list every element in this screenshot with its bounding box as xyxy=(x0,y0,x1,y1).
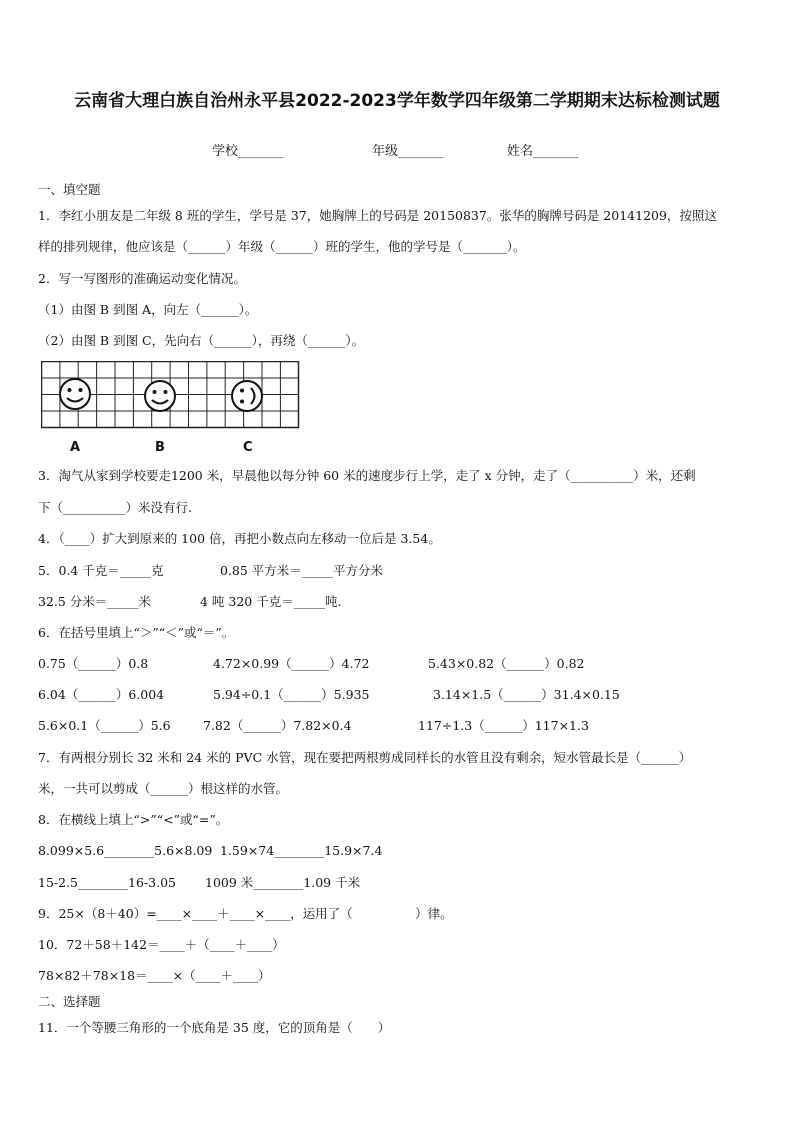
grade-field: 年级_______ xyxy=(372,144,444,159)
smiley-grid-figure xyxy=(41,361,301,433)
q6-r3-c3: 117÷1.3（______）117×1.3 xyxy=(418,718,589,733)
figure-label-c: C xyxy=(243,440,253,455)
figure-label-b: B xyxy=(155,440,165,455)
q6-r3-c1: 5.6×0.1（______）5.6 xyxy=(38,718,171,733)
q5-item-b: 0.85 平方米＝_____平方分米 xyxy=(220,563,384,578)
school-field: 学校_______ xyxy=(212,144,284,159)
q8-item-d: 1009 米________1.09 千米 xyxy=(205,875,361,890)
q6-r1-c3: 5.43×0.82（______）0.82 xyxy=(428,656,585,671)
q5-item-d: 4 吨 320 千克＝_____吨. xyxy=(200,594,342,609)
q8-item-a: 8.099×5.6________5.6×8.09 xyxy=(38,843,213,858)
figure-label-a: A xyxy=(70,440,81,455)
q9-line: 9．25×（8＋40）=____×____＋____×____，运用了（ ）律。 xyxy=(38,906,453,921)
smiley-a-icon xyxy=(60,379,90,409)
q8-item-b: 1.59×74________15.9×7.4 xyxy=(220,843,383,858)
q6-head: 6．在括号里填上“＞”“＜”或“＝”。 xyxy=(38,625,235,640)
q8-head: 8．在横线上填上“>”“<”或“=”。 xyxy=(38,812,229,827)
smiley-b-icon xyxy=(145,381,175,411)
q6-r1-c1: 0.75（______）0.8 xyxy=(38,656,149,671)
q10-line2: 78×82＋78×18＝____×（____＋____） xyxy=(38,968,271,983)
q7-line2: 米，一共可以剪成（______）根这样的水管。 xyxy=(38,781,289,796)
q4-line: 4．（____）扩大到原来的 100 倍，再把小数点向左移动一位后是 3.54。 xyxy=(38,531,441,546)
section-heading-fill: 一、填空题 xyxy=(38,182,101,197)
q2-line2: （1）由图 B 到图 A，向左（______）。 xyxy=(38,302,258,317)
q8-item-c: 15-2.5________16-3.05 xyxy=(38,875,176,890)
name-field: 姓名_______ xyxy=(507,144,579,159)
q6-r2-c1: 6.04（______）6.004 xyxy=(38,687,165,702)
q6-r2-c3: 3.14×1.5（______）31.4×0.15 xyxy=(433,687,620,702)
section-heading-choice: 二、选择题 xyxy=(38,994,101,1009)
q3-line1: 3．淘气从家到学校要走1200 米，早晨他以每分钟 60 米的速度步行上学，走了 x 分钟，走了（__________）米，还剩 xyxy=(38,468,696,483)
q1-line2: 样的排列规律，他应该是（______）年级（______）班的学生，他的学号是（_______）。 xyxy=(38,239,526,254)
smiley-c-icon xyxy=(232,381,262,411)
q6-r1-c2: 4.72×0.99（______）4.72 xyxy=(213,656,370,671)
q7-line1: 7．有两根分别长 32 米和 24 米的 PVC 水管，现在要把两根剪成同样长的水管且没有剩余，短水管最长是（______） xyxy=(38,750,692,765)
q11-line: 11．一个等腰三角形的一个底角是 35 度，它的顶角是（ ） xyxy=(38,1020,391,1035)
q2-line1: 2．写一写图形的准确运动变化情况。 xyxy=(38,271,246,286)
q6-r3-c2: 7.82（______）7.82×0.4 xyxy=(203,718,352,733)
grid-svg xyxy=(41,361,301,429)
q2-line3: （2）由图 B 到图 C，先向右（______），再绕（______）。 xyxy=(38,333,365,348)
q3-line2: 下（__________）米没有行. xyxy=(38,500,192,515)
page-title: 云南省大理白族自治州永平县2022-2023学年数学四年级第二学期期末达标检测试题 xyxy=(74,91,720,111)
q10-line1: 10．72＋58＋142＝____＋（____＋____） xyxy=(38,937,285,952)
q6-r2-c2: 5.94÷0.1（______）5.935 xyxy=(213,687,370,702)
q5-item-a: 5．0.4 千克＝_____克 xyxy=(38,563,164,578)
q5-item-c: 32.5 分米＝_____米 xyxy=(38,594,152,609)
q1-line1: 1．李红小朋友是二年级 8 班的学生，学号是 37，她胸牌上的号码是 20150837。张华的胸牌号码是 20141209，按照这 xyxy=(38,208,717,223)
